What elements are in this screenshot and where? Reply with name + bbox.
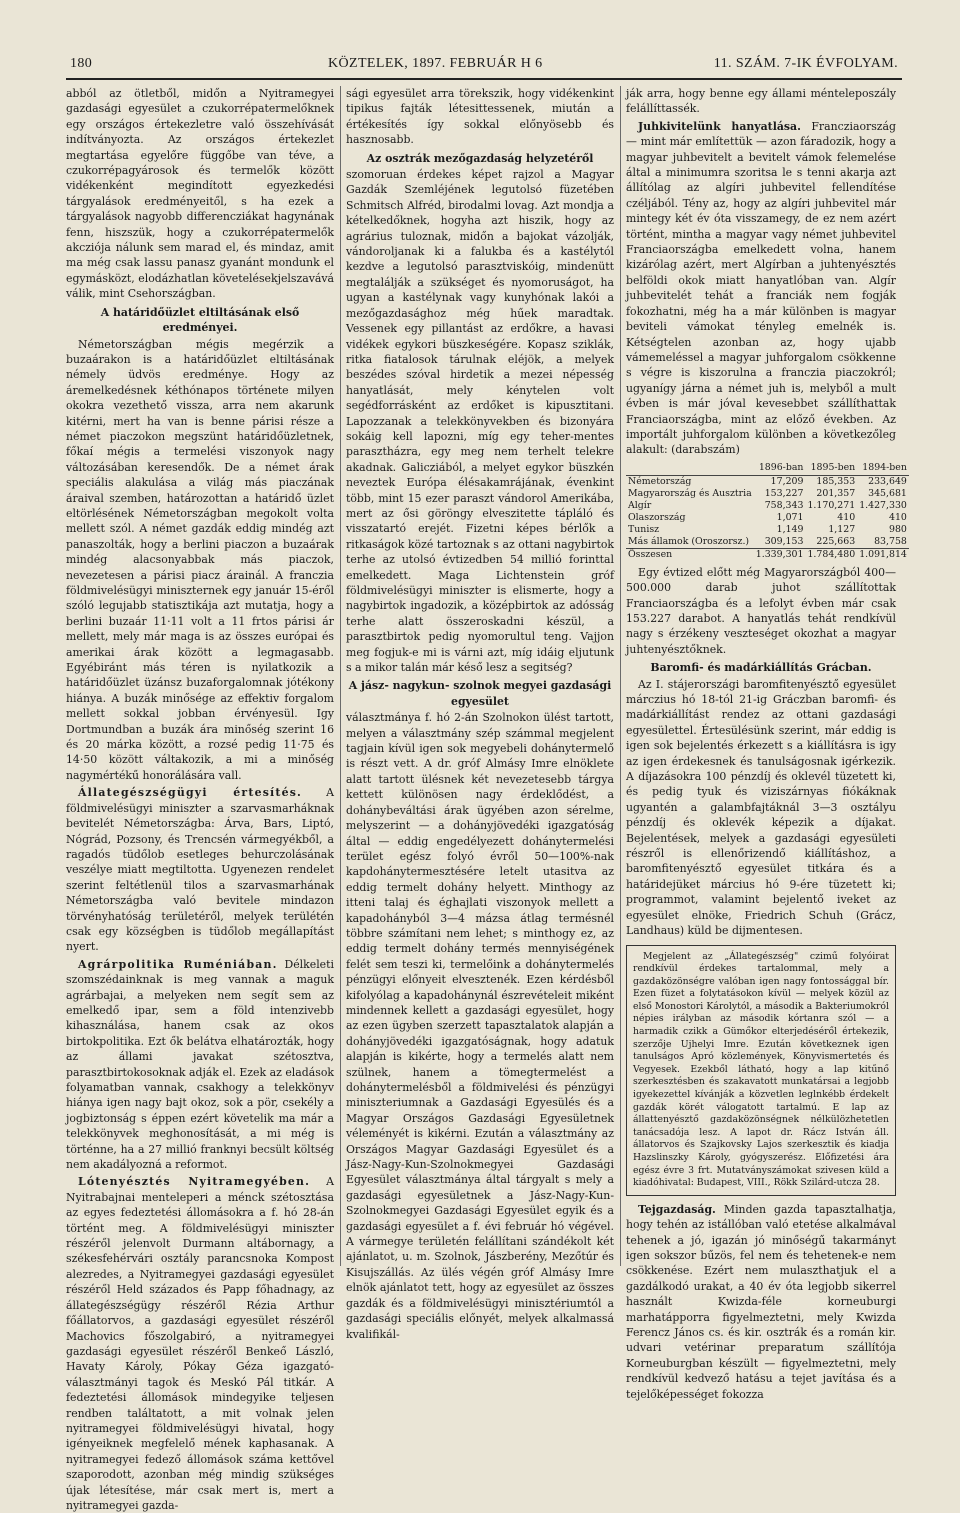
table-cell: 83,758 [874, 535, 907, 547]
article-heading: A jász- nagykun- szolnok megyei gazdasági egyesület [348, 679, 612, 708]
table-cell: 1.170,271 [807, 499, 856, 511]
table-cell: 185,353 [816, 475, 856, 487]
article-paragraph: szomoruan érdekes képet rajzol a Magyar Gazdák Szemléjének legutolsó füzetében Schmitsch Alfréd, birodalmi lovag. Azt mondja a kételkedőknek, hogyha azt hiszik, hogy az agrárius tuloznak, midőn a bajokat vázolják, vándoroljanak ki a falukba és a kastélytól kezdve a legutolsó parasztviskóig, mindenütt megtalálják a szükséget és nyomoruságot, ha ugyan a kastélynak vagy kunyhónak lakói a mezőgazdasághoz még hűek maradtak. Vessenek egy pillantást az erdőkre, a havasi vidékek egykori büszkeségére. Kopasz sziklák, ritka fiatalosok tárulnak eléjök, a melyek beszédes szóval hirdetik a mezei népesség hanyatlását, mely kénytelen volt segédforrásként az erdőket is kipusztitani. Lapozzanak a telekkönyvekben és bizonyára sokáig kell lapozni, míg egy teher-mentes parasztházra, egy meg nem terhelt telekre akadnak. Galicziából, a melyet egykor büszkén neveztek Európa élésakamrájának, évenkint több, mint 15 ezer paraszt vándorol Amerikába, mert az ősi göröngy elveszitette tápláló és visszatartó erejét. Fizetni képes bérlők a ritkaságok közé tartoznak s az ottani nagybirtok terhe az utolsó évtizedben 54 millió forinttal emelkedett. Maga Lichtenstein gróf földmivelésügyi miniszter is elismerte, hogy a nagybirtok ingadozik, a középbirtok az adósság terhe alatt összeroskadni készül, a parasztbirtok pedig nyomorultul teng. Vajjon meg fogjuk-e mi is várni azt, míg idáig eljutunk s a mikor talán már késő lesz a segitség? [346, 168, 614, 675]
column-3 [626, 86, 907, 1401]
table-cell: 758,343 [764, 499, 804, 511]
table-header: 1895-ben [805, 461, 857, 476]
column-divider [340, 86, 341, 1266]
article-heading: A határidőüzlet eltiltásának első eredményei. [100, 305, 300, 335]
article-heading: Agrárpolitika Ruméniában. [78, 957, 278, 971]
table-row [626, 524, 909, 536]
advertisement-text: Megjelent az „Állategészség" czimű folyóirat rendkívül érdekes tartalommal, mely a gazdaközönségre valóban igen nagy fontossággal bír. Ezen füzet a folytatásokon kívül — melyek közül az első Monostori Károlytól, a második a Bakteriumokról népies irályban az második kórtanra szól — a harmadik czikk a Gümőkor elterjedéséről értekezik, szerzője Ujhelyi Imre. Ezután következnek igen tanulságos Apró közlemények, Könyvismertetés és Vegyesek. Ezekből látható, hogy a lap kitűnő szerkesztésben és szakavatott munkatársai a legjobb igyekezettel kívánják a közvetlen leglnkébb érdekelt gazdák körét válogatott tartalmú. E lap az állattenyésztő gazdaközönségnek nélkülözhetetlen tanácsadója lesz. A lapot dr. Rácz István áll. állatorvos és Szajkovsky Lajos szerkesztik és kiadja Hazslinszky Károly, gyógyszerész. Előfizetési ára egész évre 3 frt. Mutatványszámokat szivesen küld a kiadóhivatal: Budapest, VIII., Rökk Szilárd-utcza 28. [633, 950, 889, 1189]
table-cell: 1.784,480 [807, 548, 856, 560]
table-cell: 1.339,301 [755, 548, 804, 560]
article-heading: Állategészségügyi értesítés. [78, 786, 303, 800]
table-total-row [626, 548, 909, 561]
table-cell: 1,149 [776, 523, 804, 535]
article-paragraph: A Nyitrabajnai menteleperi a ménck szétosztása az egyes fedeztetési állomásokra a f. hó 28-án történt meg. A földmivelésügyi miniszter részéről jelenvolt Durmann altábornagy, a székesfehérvári osztály parancsnoka Kompost alezredes, a Nyitramegyei gazdasági egyesület részéről Held százados és Papp főhadnagy, az állategészségügy részéről Rézia Arthur főállatorvos, a gazdasági egyesület részéről Machovics főszolgabiró, a nyitramegyei gazdasági egyesület részéről Benkeő László, Havaty Károly, Pókay Géza igazgató-választmányi tagok és Meskó Pál titkár. A fedeztetési állomások mindegyike teljesen rendben találtatott, a mit volnak jelen nyitramegyei földmivelésügyi hivatal, hogy igényeiknek megfelelő mének kaphasanak. A nyitramegyei fedező állomások száma kettővel szaporodott, azonban még mindig szükséges újak létesítése, már csak mert is, mert a nyitramegyei gazda- [66, 1175, 334, 1512]
article-heading: Lótenyésztés Nyitramegyében. [78, 1175, 311, 1189]
table-cell: 1,127 [828, 523, 856, 535]
table-cell: 17,209 [770, 475, 804, 487]
table-cell: Összesen [626, 548, 754, 561]
table-row [626, 536, 909, 549]
sheep-import-table [626, 461, 909, 561]
page-header [66, 56, 906, 74]
table-cell: 309,153 [764, 535, 804, 547]
table-header: 1896-ban [754, 461, 806, 476]
article-paragraph: A földmivelésügyi miniszter a szarvasmarháknak bevitelét Németországba: Árva, Bars, Liptó, Nógrád, Pozsony, és Trencsén vármegyékből, a ragadós tüdőlob esetleges behurczolásának veszélye miatt megtiltotta. Ugyenezen rendelet szerint feltétlenül tilos a szarvasmarhának Németországba való bevitele mindazon törvényhatóság területéről, melyek terülétén csak egy községben is tüdőlob megállapítást nyert. [66, 786, 334, 954]
table-cell: 410 [837, 511, 856, 523]
table-header [626, 461, 754, 476]
table-cell: 345,681 [868, 487, 907, 499]
table-cell: Algír [628, 499, 652, 511]
article-heading: Az osztrák mezőgazdaság helyzetéről [366, 151, 594, 165]
table-cell: 233,649 [868, 475, 907, 487]
article-paragraph: Az I. stájerországi baromfitenyésztő egyesület márczius hó 18-tól 21-ig Gráczban baromfi- és madárkiállítást rendez az ottani gazdasági egyesülettel. Értesülésünk szerint, már eddig is igen sok bejelentés érkezett s a kiállításra is igy az igen érdekesnek és tanulságosnak igérkezik. A díjazásokra 100 pénzdíj és oklevél tüzetett ki, és pedig tyuk és viziszárnyas fiókáknak ugyantén a galambfajtáknál 3—3 osztályu pénzdíj és oklevék képezik a díjakat. Bejelentések, melyek a gazdasági egyesületi részről is ellenőrizendő kiállításhoz, a baromfitenyésztő egyesület titkára és a határidejüket március hó 9-ére tüzetett ki; programmot, valamint bejelentő iveket az egyesület elnöke, Friedrich Schuh (Grácz, Landhaus) küld be dijmentesen. [626, 677, 896, 938]
article-paragraph: Egy évtized előtt még Magyarországból 400—500.000 darab juhot szállítottak Franciaországba és a lefolyt évben már csak 153.227 darabot. A hanyatlás tehát rendkívül nagy s érzékeny veszteséget okozhat a magyar juhtenyésztőknek. [626, 565, 896, 656]
article-heading: Juhkivitelünk hanyatlása. [638, 119, 801, 133]
article-paragraph: abból az ötletből, midőn a Nyitramegyei gazdasági egyesület a czukorrépatermelőknek egy országos értekezletre való összehívását indítványozta. Az országos értekezlet megtartása egyelőre függőbe van téve, a czukorrépagyárosok és termelők között vidékenként megindított egyezkedési tárgyalások eredményeitől, s ha ezek a tárgyalások nagyobb differencziákat hagynának fenn, hiszszük, hogy a czukorrépatermelők akcziója nálunk sem marad el, és mindaz, amit ma még csak lassu panasz gyanánt mondunk el egymásközt, elodázhatlan követelésekjelszavává válik, mint Csehországban. [66, 87, 334, 301]
issue-info: 11. SZÁM. 7-IK ÉVFOLYAM. [713, 56, 898, 71]
column-1 [66, 86, 334, 1512]
column-divider [620, 86, 621, 1266]
table-cell: Tunisz [628, 523, 660, 535]
table-cell: Más államok (Oroszorsz.) [628, 535, 750, 547]
table-cell: Németország [628, 475, 692, 487]
table-row [626, 488, 909, 500]
article-paragraph: Minden gazda tapasztalhatja, hogy tehén az istállóban való etetése alkalmával tehenek a jó, igazán jó minőségű takarmányt igen sokszor bűzös, fel nem és tehetenek-e nem csökkenése. Ezért nem mulaszthatjuk el a gazdálkodó urakat, a 40 év óta legjobb sikerrel használt Kwizda-féle korneuburgi marhatápporra figyelmeztetni, mely Kwizda Ferencz János cs. és kir. osztrák és a román kir. udvari vetérinar preparatum szállítója Korneuburgban készült — figyelmeztetni, mely rendkívül kedvező hatásu a tejet javítása és a tejelőképességet fokozza [626, 1202, 896, 1401]
page-number: 180 [70, 56, 93, 71]
table-cell: Olaszország [628, 511, 686, 523]
article-paragraph: Délkeleti szomszédainknak is meg vannak a maguk agrárbajai, a melyeken nem segít sem az emelkedő ipar, sem a föld intenzivebb kihasználása, hanem csak az okos birtokpolitika. Ezt ők belátva elhatározták, hogy az állami javakat szétosztva, parasztbirtokosoknak adják el. Ezek az eladások folyamatban vannak, csakhogy a telekkönyv hiánya igen nagy bajt okoz, sok a pör, csekély a jogbiztonság s éppen ezért követelik ma már a telekkönyvek meghonosítását, a mi még is történne, ha a 27 millió franknyi becsült költség nem akadályozná a reformot. [66, 957, 334, 1172]
article-paragraph: ják arra, hogy benne egy állami ménteleposzály felállíttassék. [626, 87, 896, 116]
article-paragraph: Németországban mégis megérzik a buzaárakon is a határidőüzlet eltiltásának némely üdvös eredménye. Hogy az áremelkedésnek kéthónapos története milyen okokra vezethető vissza, arra nem akarunk kitérni, mert ha van is benne párisi része a német piaczokon megszünt határidőüzletnek, főkaí mégis a termelési viszonyok nagy változásában keresendők. De a német árak speciális alakulása a világ más piaczának áraival szemben, határozottan a határidő üzlet eltörlésének Németországban megokolt volta mellett szól. A német gazdák eddig mindég azt panaszolták, hogy a berlini piaczon a buzaárak mindég alacsonyabbak más piaczok, nevezetesen a párisi piacz árainál. A franczia földmivelésügyi miniszternek egy január 15-éről szóló legujabb statisztikája azt mutatja, hogy a berlini buzaár 11·11 volt a 11 frtos párisi ár mellett, mely már maga is az összes európai és amerikai árak között a legmagasabb. Egyébiránt más téren is nyilatkozik a határidőüzlet üzánsz buzaforgalomnak jótékony hiánya. A buzák minősége az effektiv forgalom mellett sokkal jobban érvényesül. Igy Dortmundban a buzák ára minőség szerint 16 és 20 márka között, a rozsé pedig 11·75 és 14·50 között váltakozik, a mi a minőség nagymértékű honorálására vall. [66, 337, 334, 782]
column-2 [346, 86, 614, 1341]
table-cell: 225,663 [816, 535, 856, 547]
table-cell: 410 [889, 511, 907, 523]
table-cell: 1.427,330 [859, 499, 907, 511]
article-paragraph: választmánya f. hó 2-án Szolnokon ülést tartott, melyen a választmány szép számmal megjelent tagjain kívül igen sok megyebeli dohánytermelő is részt vett. A dr. gróf Almásy Imre elnöklete alatt tartott ülésnek két nevezetesebb tárgya kettett különösen nagy érdeklődést, a dohánybeváltási árak ügyében azon sérelme, melyszerint — a dohányjövedéki igazgatóság által — eddig engedélyezett dohánytermelési terület egész folyó évről 50—100%-nak kapdohánytermesztésére letelt utasitva az eddig termelt dohány helyett. Minthogy az itteni talaj és éghajlati viszonyok mellett a kapadohányból 3—4 mázsa átlag termésnél többre számítani nem lehet; s minthogy ez, az eddig termelt dohány termés mennyiségének felét sem teszi ki, termelőink a dohánytermelés pénzügyi előnyeit elvesztenék. Ezen kérdésből kifolyólag a kapadohánynál észrevételeit miként mindennek kellett a gazdasági egyesület, hogy az ezen ügyben szerzett tapasztalatok alapján a dohányjövedéki igazgatóságnak, hogy adatuk alapján is kikérte, hogy a termelés alatt nem szülnek, hanem a tömegtermelést a dohánytermelésből a földmivelési és pénzügyi miniszteriumnak a Gazdasági Egyesülés és a Magyar Országos Gazdasági Egyesületnek véleményét is kikérni. Ezután a választmány az Országos Magyar Gazdasági Egyesület és a Jász-Nagy-Kun-Szolnokmegyei Gazdasági Egyesület választmánya által tárgyalt s mely a gazdasági egyesületnek a Jász-Nagy-Kun-Szolnokmegyei Gazdasági Egyesület egyik és a gazdasági egyesület a f. évi február hó végével. A vármegye területén felállítani szándékolt két ajánlatot, u. m. Szolnok, Jászberény, Mezőtúr és Kisujszállás. Az ülés végén gróf Almásy Imre elnök ajánlatot tett, hogy az egyesület az összes gazdák és a földmivelésügyi minisztériumtól a gazdasági speciális előnyét, melyek alkalmassá kvalifikál- [346, 711, 614, 1341]
table-row [626, 500, 909, 512]
table-row [626, 512, 909, 524]
advertisement-box [626, 945, 896, 1196]
header-rule [66, 78, 902, 80]
table-cell: 1.091,814 [859, 548, 907, 560]
article-paragraph: Francziaország — mint már említettük — azon fáradozik, hogy a magyar juhbevitelt a bevitelt vámok felemelése által a minimumra szoritsa le s tenni akarja azt állítólag az algíri juhbevitel fellendítése czéljából. Tény az, hogy az algíri juhbevitel már mintegy két év óta visszamegy, de ez nem azért történt, mintha a magyar vagy német juhbevitel Franciaországba emelkedett volna, hanem kizárólag azért, mert Algírban a juhtenyésztés belföldi okok miatt hanyatlóban van. Algír juhbevitelét tehát a franciák nem fogják fokozhatni, még ha a már különben is magyar beviteli vámokat tényleg emelnék is. Kétségtelen azonban az, hogy ujabb vámemeléssel a magyar juhforgalom csökkenne s végre is kiszorulna a franczia piaczokról; ugyanígy járna a német juh is, melyből a mult évben is már jóval kevesebbet szállíthattak Franciaországba, mint az előző években. Az importált juhforgalom különben a következőleg alakult: (darabszám) [626, 119, 896, 457]
table-cell: 1,071 [776, 511, 804, 523]
table-cell: 201,357 [816, 487, 856, 499]
publication-dateline: KÖZTELEK, 1897. FEBRUÁR H 6 [328, 56, 543, 71]
article-heading: Baromfi- és madárkiállítás Grácban. [650, 661, 872, 675]
table-row [626, 475, 909, 488]
table-header: 1894-ben [857, 461, 909, 476]
article-paragraph: sági egyesület arra törekszik, hogy vidékenkint tipikus fajták létesittessenek, miután a értékesítés így sokkal előnyösebb és hasznosabb. [346, 87, 614, 147]
article-heading: Tejgazdaság. [638, 1202, 716, 1216]
table-cell: Magyarország és Ausztria [628, 487, 752, 499]
table-cell: 980 [889, 523, 907, 535]
table-cell: 153,227 [764, 487, 804, 499]
